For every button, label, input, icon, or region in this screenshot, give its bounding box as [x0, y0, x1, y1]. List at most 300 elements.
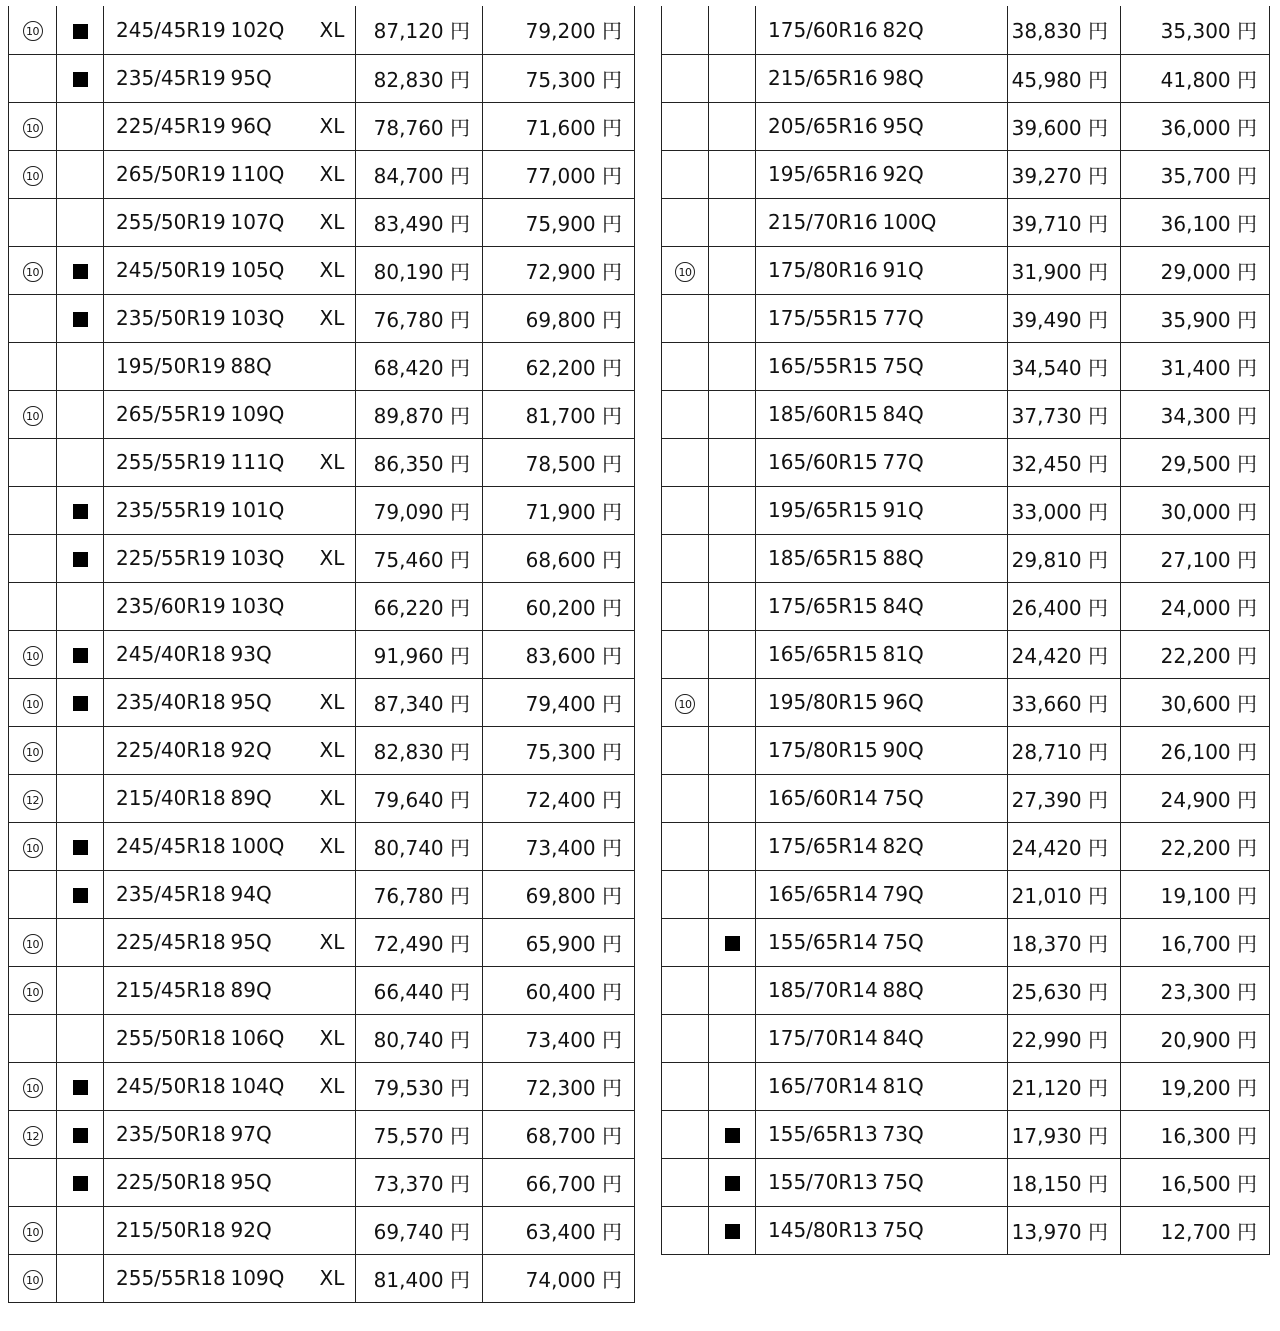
square-mark-cell: [57, 870, 104, 918]
mark-cell: [662, 1158, 709, 1206]
mark-cell: [662, 1110, 709, 1158]
xl-flag: XL: [306, 918, 356, 966]
xl-flag: [958, 342, 1008, 390]
sale-price: 79,200 円: [483, 6, 635, 54]
load-index: 91Q: [883, 246, 958, 294]
square-mark-cell: [57, 294, 104, 342]
load-index: 100Q: [883, 198, 958, 246]
sale-price: 74,000 円: [483, 1254, 635, 1302]
tire-size: 225/40R18: [104, 726, 231, 774]
list-price: 66,440 円: [356, 966, 483, 1014]
mark-cell: [662, 102, 709, 150]
tire-row: [9, 6, 635, 54]
mark-cell: [662, 294, 709, 342]
xl-flag: [958, 294, 1008, 342]
load-index: 89Q: [231, 774, 306, 822]
xl-flag: [958, 486, 1008, 534]
circled-number-badge: 10: [23, 1078, 43, 1098]
list-price: 39,710 円: [1008, 198, 1121, 246]
xl-flag: [958, 54, 1008, 102]
price-table-left-body: [9, 6, 635, 1302]
sale-price: 72,400 円: [483, 774, 635, 822]
list-price: 33,000 円: [1008, 486, 1121, 534]
mark-cell: [9, 1158, 57, 1206]
list-price: 86,350 円: [356, 438, 483, 486]
sale-price: 77,000 円: [483, 150, 635, 198]
sale-price: 16,300 円: [1121, 1110, 1270, 1158]
xl-flag: [306, 966, 356, 1014]
square-mark-cell: [57, 918, 104, 966]
mark-cell: [9, 294, 57, 342]
tire-size: 185/65R15: [756, 534, 883, 582]
square-mark-cell: [709, 966, 756, 1014]
mark-cell: [662, 246, 709, 294]
square-mark-cell: [57, 774, 104, 822]
load-index: 84Q: [883, 1014, 958, 1062]
black-square-mark: [725, 1176, 740, 1191]
xl-flag: [958, 390, 1008, 438]
tire-size: 265/50R19: [104, 150, 231, 198]
load-index: 94Q: [231, 870, 306, 918]
square-mark-cell: [709, 870, 756, 918]
tire-size: 235/40R18: [104, 678, 231, 726]
load-index: 77Q: [883, 438, 958, 486]
tire-size: 155/65R14: [756, 918, 883, 966]
load-index: 102Q: [231, 6, 306, 54]
list-price: 78,760 円: [356, 102, 483, 150]
circled-number-badge: 10: [23, 838, 43, 858]
list-price: 80,740 円: [356, 822, 483, 870]
tire-row: [9, 342, 635, 390]
list-price: 87,120 円: [356, 6, 483, 54]
load-index: 75Q: [883, 1158, 958, 1206]
tire-size: 175/80R16: [756, 246, 883, 294]
tire-size: 255/50R18: [104, 1014, 231, 1062]
mark-cell: [9, 870, 57, 918]
tire-row: [9, 102, 635, 150]
sale-price: 20,900 円: [1121, 1014, 1270, 1062]
list-price: 29,810 円: [1008, 534, 1121, 582]
load-index: 73Q: [883, 1110, 958, 1158]
square-mark-cell: [57, 1062, 104, 1110]
list-price: 38,830 円: [1008, 6, 1121, 54]
black-square-mark: [73, 888, 88, 903]
list-price: 32,450 円: [1008, 438, 1121, 486]
tire-size: 215/40R18: [104, 774, 231, 822]
load-index: 101Q: [231, 486, 306, 534]
square-mark-cell: [709, 726, 756, 774]
sale-price: 16,500 円: [1121, 1158, 1270, 1206]
xl-flag: [306, 342, 356, 390]
tire-size: 165/70R14: [756, 1062, 883, 1110]
square-mark-cell: [57, 246, 104, 294]
sale-price: 81,700 円: [483, 390, 635, 438]
xl-flag: [958, 102, 1008, 150]
tire-row: [662, 1206, 1270, 1254]
mark-cell: [662, 726, 709, 774]
tire-size: 265/55R19: [104, 390, 231, 438]
square-mark-cell: [709, 1062, 756, 1110]
tire-row: [662, 822, 1270, 870]
list-price: 18,370 円: [1008, 918, 1121, 966]
sale-price: 60,200 円: [483, 582, 635, 630]
sale-price: 31,400 円: [1121, 342, 1270, 390]
circled-number-badge: 10: [23, 982, 43, 1002]
xl-flag: [306, 486, 356, 534]
circled-number-badge: 10: [23, 1270, 43, 1290]
list-price: 79,640 円: [356, 774, 483, 822]
load-index: 93Q: [231, 630, 306, 678]
mark-cell: [662, 1206, 709, 1254]
mark-cell: [9, 1062, 57, 1110]
tire-row: [662, 1158, 1270, 1206]
black-square-mark: [73, 504, 88, 519]
square-mark-cell: [57, 1206, 104, 1254]
square-mark-cell: [709, 486, 756, 534]
tire-row: [662, 534, 1270, 582]
tire-row: [662, 1014, 1270, 1062]
square-mark-cell: [709, 582, 756, 630]
black-square-mark: [73, 1176, 88, 1191]
load-index: 97Q: [231, 1110, 306, 1158]
load-index: 96Q: [883, 678, 958, 726]
sale-price: 75,300 円: [483, 54, 635, 102]
tire-size: 205/65R16: [756, 102, 883, 150]
sale-price: 69,800 円: [483, 294, 635, 342]
load-index: 89Q: [231, 966, 306, 1014]
price-table-right-body: [662, 6, 1270, 1254]
tire-size: 175/60R16: [756, 6, 883, 54]
mark-cell: [662, 822, 709, 870]
xl-flag: XL: [306, 102, 356, 150]
list-price: 34,540 円: [1008, 342, 1121, 390]
sale-price: 73,400 円: [483, 1014, 635, 1062]
sale-price: 36,000 円: [1121, 102, 1270, 150]
square-mark-cell: [709, 1014, 756, 1062]
tire-size: 175/80R15: [756, 726, 883, 774]
black-square-mark: [73, 648, 88, 663]
mark-cell: [9, 918, 57, 966]
mark-cell: [9, 486, 57, 534]
mark-cell: [9, 822, 57, 870]
sale-price: 71,600 円: [483, 102, 635, 150]
tire-size: 175/65R14: [756, 822, 883, 870]
xl-flag: [306, 582, 356, 630]
xl-flag: XL: [306, 6, 356, 54]
square-mark-cell: [709, 54, 756, 102]
tire-size: 225/45R19: [104, 102, 231, 150]
tire-row: [9, 822, 635, 870]
square-mark-cell: [57, 678, 104, 726]
square-mark-cell: [709, 630, 756, 678]
load-index: 82Q: [883, 822, 958, 870]
tire-size: 165/65R15: [756, 630, 883, 678]
square-mark-cell: [709, 822, 756, 870]
load-index: 95Q: [231, 918, 306, 966]
mark-cell: [662, 966, 709, 1014]
tire-size: 155/65R13: [756, 1110, 883, 1158]
list-price: 24,420 円: [1008, 630, 1121, 678]
circled-number-badge: 10: [675, 262, 695, 282]
black-square-mark: [73, 1080, 88, 1095]
mark-cell: [9, 1206, 57, 1254]
square-mark-cell: [709, 774, 756, 822]
mark-cell: [662, 630, 709, 678]
list-price: 87,340 円: [356, 678, 483, 726]
tire-row: [662, 1062, 1270, 1110]
load-index: 91Q: [883, 486, 958, 534]
load-index: 95Q: [883, 102, 958, 150]
list-price: 79,090 円: [356, 486, 483, 534]
list-price: 84,700 円: [356, 150, 483, 198]
tire-row: [9, 918, 635, 966]
load-index: 88Q: [231, 342, 306, 390]
square-mark-cell: [57, 102, 104, 150]
mark-cell: [662, 582, 709, 630]
sale-price: 24,900 円: [1121, 774, 1270, 822]
square-mark-cell: [709, 1206, 756, 1254]
sale-price: 19,100 円: [1121, 870, 1270, 918]
tire-size: 195/50R19: [104, 342, 231, 390]
tire-row: [9, 1062, 635, 1110]
mark-cell: [662, 774, 709, 822]
xl-flag: XL: [306, 294, 356, 342]
tire-size: 245/40R18: [104, 630, 231, 678]
load-index: 107Q: [231, 198, 306, 246]
list-price: 21,120 円: [1008, 1062, 1121, 1110]
list-price: 28,710 円: [1008, 726, 1121, 774]
black-square-mark: [73, 24, 88, 39]
tire-row: [9, 294, 635, 342]
sale-price: 41,800 円: [1121, 54, 1270, 102]
tire-size: 175/65R15: [756, 582, 883, 630]
mark-cell: [662, 438, 709, 486]
square-mark-cell: [57, 534, 104, 582]
sale-price: 68,700 円: [483, 1110, 635, 1158]
tire-row: [9, 198, 635, 246]
list-price: 66,220 円: [356, 582, 483, 630]
load-index: 103Q: [231, 294, 306, 342]
square-mark-cell: [709, 342, 756, 390]
mark-cell: [662, 342, 709, 390]
square-mark-cell: [57, 54, 104, 102]
tire-row: [9, 534, 635, 582]
load-index: 90Q: [883, 726, 958, 774]
tire-row: [9, 1254, 635, 1302]
circled-number-badge: 10: [23, 646, 43, 666]
mark-cell: [9, 246, 57, 294]
tire-row: [9, 150, 635, 198]
list-price: 24,420 円: [1008, 822, 1121, 870]
load-index: 79Q: [883, 870, 958, 918]
xl-flag: XL: [306, 726, 356, 774]
sale-price: 35,900 円: [1121, 294, 1270, 342]
list-price: 39,600 円: [1008, 102, 1121, 150]
tire-row: [9, 1014, 635, 1062]
list-price: 37,730 円: [1008, 390, 1121, 438]
sale-price: 62,200 円: [483, 342, 635, 390]
xl-flag: [958, 246, 1008, 294]
load-index: 92Q: [883, 150, 958, 198]
black-square-mark: [73, 552, 88, 567]
sale-price: 72,900 円: [483, 246, 635, 294]
load-index: 104Q: [231, 1062, 306, 1110]
list-price: 22,990 円: [1008, 1014, 1121, 1062]
square-mark-cell: [709, 918, 756, 966]
xl-flag: XL: [306, 246, 356, 294]
square-mark-cell: [57, 486, 104, 534]
list-price: 21,010 円: [1008, 870, 1121, 918]
load-index: 84Q: [883, 582, 958, 630]
list-price: 26,400 円: [1008, 582, 1121, 630]
square-mark-cell: [57, 1014, 104, 1062]
tire-size: 215/50R18: [104, 1206, 231, 1254]
tire-row: [9, 630, 635, 678]
sale-price: 30,600 円: [1121, 678, 1270, 726]
sale-price: 66,700 円: [483, 1158, 635, 1206]
circled-number-badge: 10: [23, 262, 43, 282]
tire-size: 235/45R18: [104, 870, 231, 918]
load-index: 110Q: [231, 150, 306, 198]
xl-flag: [958, 198, 1008, 246]
square-mark-cell: [57, 6, 104, 54]
circled-number-badge: 10: [23, 21, 43, 41]
tire-row: [9, 726, 635, 774]
list-price: 27,390 円: [1008, 774, 1121, 822]
list-price: 13,970 円: [1008, 1206, 1121, 1254]
list-price: 76,780 円: [356, 870, 483, 918]
square-mark-cell: [709, 294, 756, 342]
tire-row: [662, 918, 1270, 966]
list-price: 69,740 円: [356, 1206, 483, 1254]
mark-cell: [9, 342, 57, 390]
load-index: 88Q: [883, 534, 958, 582]
sale-price: 35,700 円: [1121, 150, 1270, 198]
sale-price: 83,600 円: [483, 630, 635, 678]
sale-price: 63,400 円: [483, 1206, 635, 1254]
load-index: 75Q: [883, 342, 958, 390]
square-mark-cell: [709, 678, 756, 726]
tire-row: [9, 486, 635, 534]
xl-flag: [958, 1110, 1008, 1158]
tire-row: [9, 678, 635, 726]
tire-size: 195/65R16: [756, 150, 883, 198]
mark-cell: [9, 678, 57, 726]
xl-flag: XL: [306, 1062, 356, 1110]
sale-price: 72,300 円: [483, 1062, 635, 1110]
square-mark-cell: [57, 582, 104, 630]
load-index: 75Q: [883, 918, 958, 966]
xl-flag: [958, 1014, 1008, 1062]
sale-price: 22,200 円: [1121, 630, 1270, 678]
tire-size: 255/55R19: [104, 438, 231, 486]
list-price: 79,530 円: [356, 1062, 483, 1110]
xl-flag: [958, 726, 1008, 774]
black-square-mark: [725, 1128, 740, 1143]
square-mark-cell: [709, 438, 756, 486]
sale-price: 60,400 円: [483, 966, 635, 1014]
tire-size: 245/45R18: [104, 822, 231, 870]
xl-flag: [958, 1206, 1008, 1254]
mark-cell: [9, 966, 57, 1014]
list-price: 76,780 円: [356, 294, 483, 342]
mark-cell: [9, 1014, 57, 1062]
list-price: 91,960 円: [356, 630, 483, 678]
list-price: 89,870 円: [356, 390, 483, 438]
xl-flag: XL: [306, 198, 356, 246]
list-price: 80,740 円: [356, 1014, 483, 1062]
tire-row: [9, 582, 635, 630]
load-index: 82Q: [883, 6, 958, 54]
sale-price: 73,400 円: [483, 822, 635, 870]
square-mark-cell: [57, 342, 104, 390]
tire-size: 225/50R18: [104, 1158, 231, 1206]
square-mark-cell: [57, 390, 104, 438]
mark-cell: [9, 6, 57, 54]
load-index: 77Q: [883, 294, 958, 342]
square-mark-cell: [709, 246, 756, 294]
black-square-mark: [73, 264, 88, 279]
black-square-mark: [73, 72, 88, 87]
xl-flag: [306, 390, 356, 438]
load-index: 88Q: [883, 966, 958, 1014]
price-table-right: [661, 6, 1270, 1255]
tire-row: [9, 438, 635, 486]
mark-cell: [9, 582, 57, 630]
circled-number-badge: 10: [23, 166, 43, 186]
mark-cell: [9, 54, 57, 102]
list-price: 75,570 円: [356, 1110, 483, 1158]
square-mark-cell: [57, 1158, 104, 1206]
load-index: 111Q: [231, 438, 306, 486]
sale-price: 71,900 円: [483, 486, 635, 534]
mark-cell: [662, 54, 709, 102]
sale-price: 29,000 円: [1121, 246, 1270, 294]
list-price: 73,370 円: [356, 1158, 483, 1206]
list-price: 17,930 円: [1008, 1110, 1121, 1158]
tire-row: [662, 630, 1270, 678]
list-price: 72,490 円: [356, 918, 483, 966]
sale-price: 16,700 円: [1121, 918, 1270, 966]
load-index: 109Q: [231, 390, 306, 438]
square-mark-cell: [57, 1110, 104, 1158]
list-price: 82,830 円: [356, 726, 483, 774]
mark-cell: [9, 534, 57, 582]
tire-row: [9, 246, 635, 294]
tire-size: 185/60R15: [756, 390, 883, 438]
tire-row: [662, 486, 1270, 534]
load-index: 95Q: [231, 1158, 306, 1206]
tire-row: [9, 966, 635, 1014]
tire-row: [662, 726, 1270, 774]
list-price: 39,270 円: [1008, 150, 1121, 198]
xl-flag: XL: [306, 774, 356, 822]
tire-row: [662, 6, 1270, 54]
xl-flag: [306, 870, 356, 918]
square-mark-cell: [709, 150, 756, 198]
tire-row: [9, 1206, 635, 1254]
tire-row: [9, 870, 635, 918]
mark-cell: [662, 534, 709, 582]
black-square-mark: [73, 696, 88, 711]
tire-size: 235/60R19: [104, 582, 231, 630]
black-square-mark: [725, 936, 740, 951]
mark-cell: [9, 774, 57, 822]
xl-flag: XL: [306, 150, 356, 198]
mark-cell: [9, 102, 57, 150]
black-square-mark: [73, 840, 88, 855]
list-price: 81,400 円: [356, 1254, 483, 1302]
